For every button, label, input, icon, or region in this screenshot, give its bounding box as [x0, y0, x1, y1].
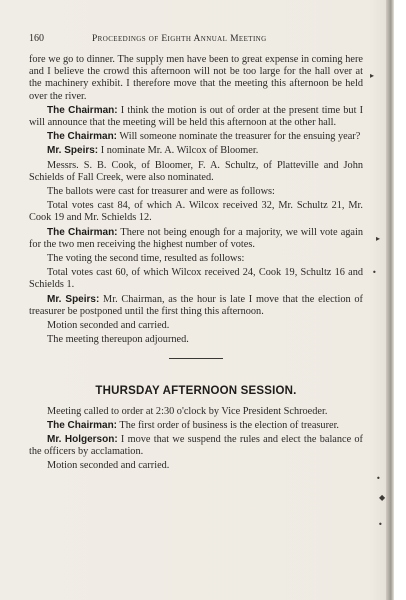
paragraph: [29, 434, 363, 458]
speech-text: Mr. Chairman, as the hour is late I move that the election of treasurer be postponed until the first thing this afternoon.: [29, 293, 363, 317]
paragraph: The voting the second time, resulted as follows:: [47, 253, 245, 265]
section-divider: [169, 358, 223, 359]
speaker-label: The Chairman:: [47, 226, 118, 238]
speech-text: I move that we suspend the rules and elect the balance of the officers by acclamation.: [29, 434, 363, 458]
speech-text: Will someone nominate the treasurer for the ensuing year?: [119, 131, 361, 143]
speaker-label: Mr. Holgerson:: [47, 434, 118, 446]
paragraph: [29, 294, 363, 318]
paragraph: Motion seconded and carried.: [47, 320, 170, 332]
margin-mark-icon: •: [372, 268, 377, 277]
speaker-label: Mr. Speirs:: [47, 145, 99, 157]
running-title: Proceedings of Eighth Annual Meeting: [92, 34, 267, 44]
paragraph: Motion seconded and carried.: [47, 460, 170, 472]
book-spine: [386, 0, 394, 600]
speaker-label: The Chairman:: [47, 104, 118, 116]
paragraph: [29, 131, 363, 143]
paragraph: fore we go to dinner. The supply men have been to great expense in coming here and I believe the crowd this afternoon will not be too large for the hall over at the machinery exhibit. I therefore move that the meeting this afternoon be held over the river.: [29, 54, 363, 102]
speech-text: There not being enough for a majority, we will vote again for the two men receiving the highest number of votes.: [29, 226, 363, 250]
paragraph: [29, 227, 363, 251]
paragraph: [29, 420, 363, 432]
paragraph: Total votes cast 60, of which Wilcox received 24, Cook 19, Schultz 16 and Schields 1.: [29, 267, 363, 291]
speaker-label: The Chairman:: [47, 419, 118, 431]
paragraph: Meeting called to order at 2:30 o'clock by Vice President Schroeder.: [47, 405, 328, 417]
speaker-label: The Chairman:: [47, 131, 118, 143]
paragraph: [29, 105, 363, 129]
paragraph: [29, 145, 363, 157]
page-header: [29, 33, 359, 47]
speech-text: I nominate Mr. A. Wilcox of Bloomer.: [100, 145, 259, 157]
margin-mark-icon: ▸: [376, 234, 381, 243]
speaker-label: Mr. Speirs:: [47, 293, 100, 305]
paragraph: The ballots were cast for treasurer and were as follows:: [47, 186, 275, 198]
margin-mark-icon: •: [376, 474, 381, 483]
margin-mark-icon: ▸: [370, 71, 375, 80]
paragraph: Messrs. S. B. Cook, of Bloomer, F. A. Schultz, of Platteville and John Schields of Fall Creek, were also nominated.: [29, 159, 363, 183]
paragraph: The meeting thereupon adjourned.: [47, 334, 189, 346]
paragraph: Total votes cast 84, of which A. Wilcox received 32, Mr. Schultz 21, Mr. Cook 19 and Mr. Schields 12.: [29, 200, 363, 224]
margin-mark-icon: ◆: [379, 493, 386, 502]
speech-text: The first order of business is the election of treasurer.: [119, 419, 340, 431]
page-body: [29, 54, 363, 475]
margin-mark-icon: •: [378, 520, 383, 529]
speech-text: I think the motion is out of order at the present time but I will announce that the meeting will be held this afternoon at the other hall.: [29, 104, 364, 129]
page-number: 160: [29, 33, 44, 44]
section-title: THURSDAY AFTERNOON SESSION.: [95, 385, 297, 398]
